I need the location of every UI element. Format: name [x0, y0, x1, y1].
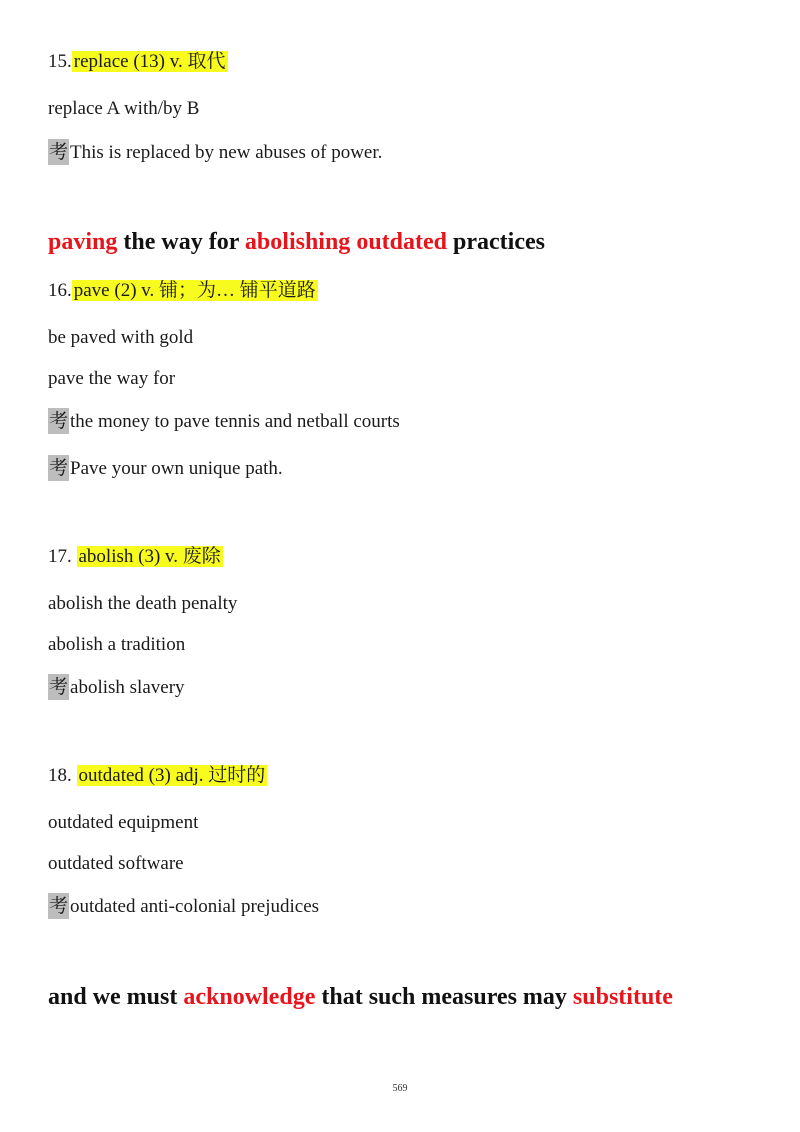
entry-16-phrase-1: be paved with gold: [48, 327, 194, 348]
entry-16-example-2: [48, 455, 283, 482]
exam-marker-icon: 考: [49, 895, 69, 917]
example-text: abolish slavery: [70, 677, 185, 698]
entry-17-example: [48, 674, 185, 701]
entry-17-heading: [48, 544, 223, 570]
sentence-word: outdated: [356, 229, 447, 255]
headword-highlight: replace (13) v. 取代: [73, 51, 226, 72]
entry-number: 16.: [48, 280, 72, 301]
entry-18-example: [48, 893, 319, 920]
sentence-word: substitute: [572, 984, 673, 1010]
exam-marker-icon: 考: [49, 141, 69, 163]
sentence-text: practices: [447, 229, 545, 255]
sentence-1: [48, 227, 545, 257]
exam-marker-icon: 考: [49, 676, 69, 698]
entry-15-heading: [48, 49, 228, 75]
sentence-word: acknowledge: [183, 984, 316, 1010]
exam-marker-icon: 考: [49, 410, 69, 432]
entry-number: 17.: [48, 546, 72, 567]
entry-16-heading: [48, 278, 318, 304]
entry-17-phrase-1: abolish the death penalty: [48, 593, 238, 614]
sentence-text: and we must: [48, 984, 184, 1010]
headword-highlight: outdated (3) adj. 过时的: [78, 765, 266, 786]
headword-highlight: abolish (3) v. 废除: [78, 546, 221, 567]
entry-16-phrase-2: pave the way for: [48, 368, 176, 389]
sentence-word: paving: [48, 229, 118, 255]
sentence-2: [48, 982, 673, 1012]
example-text: the money to pave tennis and netball courts: [70, 411, 400, 432]
entry-15-phrase: replace A with/by B: [48, 98, 200, 119]
sentence-text: that such measures may: [315, 984, 573, 1010]
headword-highlight: pave (2) v. 铺；为… 铺平道路: [73, 280, 316, 301]
example-text: This is replaced by new abuses of power.: [70, 142, 383, 163]
example-text: Pave your own unique path.: [70, 458, 283, 479]
page-number: 569: [392, 1083, 408, 1094]
entry-15-example: [48, 139, 382, 166]
example-text: outdated anti-colonial prejudices: [70, 896, 320, 917]
entry-18-heading: [48, 763, 267, 789]
entry-number: 18.: [48, 765, 72, 786]
entry-number: 15.: [48, 51, 72, 72]
entry-18-phrase-2: outdated software: [48, 853, 184, 874]
sentence-text: the way for: [117, 229, 245, 255]
entry-18-phrase-1: outdated equipment: [48, 812, 199, 833]
exam-marker-icon: 考: [49, 457, 69, 479]
entry-17-phrase-2: abolish a tradition: [48, 634, 186, 655]
entry-16-example-1: [48, 408, 400, 435]
sentence-word: abolishing: [244, 229, 351, 255]
